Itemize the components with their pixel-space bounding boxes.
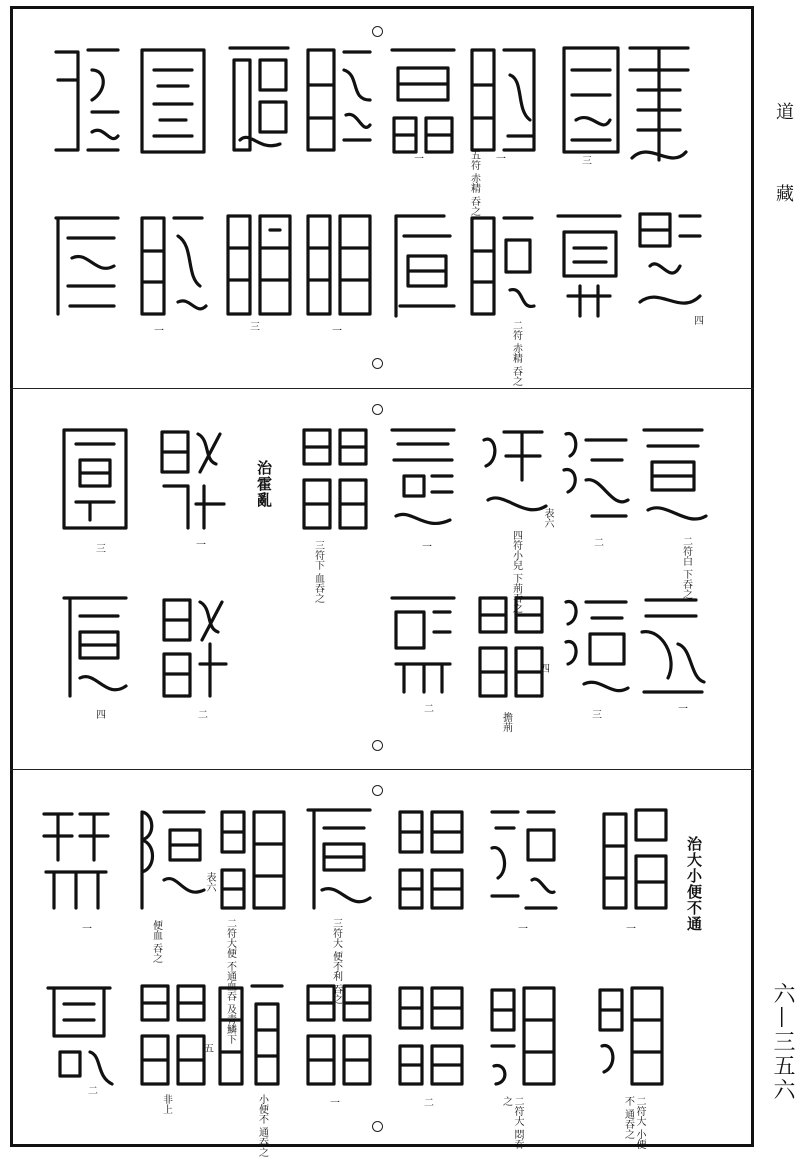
talisman-seal — [550, 206, 628, 324]
talisman-seal — [212, 976, 290, 1094]
panel-divider-top — [10, 388, 754, 389]
talisman-count: 四 — [540, 664, 550, 675]
talisman-count: 一 — [154, 326, 164, 337]
talisman-seal — [596, 800, 674, 918]
talisman-seal — [392, 976, 470, 1094]
talisman-note: 便血 吞之 — [150, 920, 162, 964]
talisman-seal — [214, 800, 292, 918]
talisman-seal — [300, 976, 378, 1094]
talisman-count: 四 — [694, 316, 704, 327]
talisman-count: 二 — [88, 1086, 98, 1097]
talisman-seal — [552, 40, 630, 160]
panel-divider-bottom — [10, 769, 754, 770]
talisman-count: 二 — [594, 538, 604, 549]
talisman-count: 二 — [424, 1098, 434, 1109]
talisman-count: 一 — [330, 1098, 340, 1109]
talisman-seal — [134, 976, 212, 1094]
talisman-seal — [56, 420, 134, 538]
talisman-seal — [636, 420, 714, 538]
talisman-seal — [56, 588, 134, 706]
binding-hole — [372, 404, 383, 415]
talisman-seal — [384, 206, 462, 324]
talisman-note: 小便不 通吞之 — [256, 1094, 268, 1158]
talisman-seal — [300, 206, 378, 324]
talisman-count: 一 — [196, 540, 206, 551]
talisman-seal — [36, 800, 114, 918]
talisman-seal — [154, 420, 232, 538]
page-number: 六—三五六 — [770, 982, 795, 1102]
binding-hole — [372, 26, 383, 37]
talisman-seal — [464, 40, 542, 160]
talisman-count: 一 — [496, 154, 506, 165]
talisman-seal — [156, 588, 234, 706]
talisman-seal — [556, 420, 634, 530]
talisman-note: 二符 赤精 吞之 — [510, 320, 522, 387]
talisman-count: 一 — [422, 542, 432, 553]
talisman-seal — [472, 588, 550, 706]
talisman-count: 三 — [96, 544, 106, 555]
talisman-count: 二 — [198, 710, 208, 721]
talisman-note: 擔荊 — [500, 712, 512, 732]
binding-hole — [372, 740, 383, 751]
talisman-count: 一 — [414, 154, 424, 165]
talisman-seal — [134, 800, 212, 918]
talisman-seal — [632, 588, 710, 700]
talisman-count: 一 — [82, 924, 92, 935]
talisman-count: 三 — [250, 322, 260, 333]
talisman-seal — [300, 800, 378, 918]
talisman-seal — [620, 40, 698, 170]
talisman-seal — [392, 800, 470, 918]
talisman-note: 五符 赤精 吞之 — [468, 150, 480, 217]
talisman-note: 二符大便 不通血吞 及青鱗下 — [224, 918, 236, 1045]
talisman-count: 三 — [582, 156, 592, 167]
talisman-count: 一 — [678, 704, 688, 715]
talisman-seal — [384, 588, 462, 700]
talisman-seal — [464, 206, 542, 324]
talisman-note: 二符白 下吞之 — [680, 536, 692, 600]
talisman-seal — [220, 206, 298, 324]
talisman-note: 四符小兒 下荊吞之 — [510, 530, 522, 614]
margin-volume-char: 道 — [776, 102, 794, 123]
talisman-count: 一 — [332, 326, 342, 337]
talisman-note: 二符大 悶吞之 — [500, 1096, 523, 1150]
talisman-note: 二符大 小便不 通吞之 — [622, 1096, 645, 1150]
talisman-note: 非上 — [160, 1094, 172, 1114]
talisman-note: 三符下 血吞之 — [312, 540, 324, 604]
talisman-seal — [300, 40, 378, 160]
binding-hole — [372, 358, 383, 369]
talisman-count: 表六 — [204, 872, 215, 892]
talisman-count: 一 — [626, 924, 636, 935]
talisman-count: 一 — [518, 924, 528, 935]
talisman-seal — [134, 40, 212, 160]
talisman-seal — [484, 976, 562, 1094]
talisman-seal — [592, 976, 670, 1094]
section-heading: 治大小便不通 — [685, 836, 703, 932]
talisman-seal — [296, 420, 374, 538]
talisman-seal — [220, 40, 298, 160]
talisman-seal — [630, 206, 708, 316]
talisman-note: 三符大 便不利 吞之 — [330, 918, 342, 1005]
talisman-count: 表六 — [542, 508, 553, 528]
talisman-seal — [484, 800, 562, 918]
talisman-seal — [384, 40, 462, 160]
binding-hole — [372, 785, 383, 796]
talisman-seal — [556, 588, 634, 700]
binding-hole — [372, 1121, 383, 1132]
talisman-count: 五 — [204, 1044, 214, 1055]
talisman-seal — [48, 40, 126, 160]
talisman-seal — [48, 206, 126, 324]
talisman-count: 四 — [96, 710, 106, 721]
talisman-count: 二 — [424, 704, 434, 715]
talisman-seal — [40, 976, 118, 1094]
margin-volume-char: 藏 — [776, 184, 794, 205]
talisman-seal — [384, 420, 462, 538]
talisman-count: 三 — [592, 710, 602, 721]
talisman-seal — [134, 206, 212, 324]
section-heading: 治霍亂 — [255, 460, 273, 508]
